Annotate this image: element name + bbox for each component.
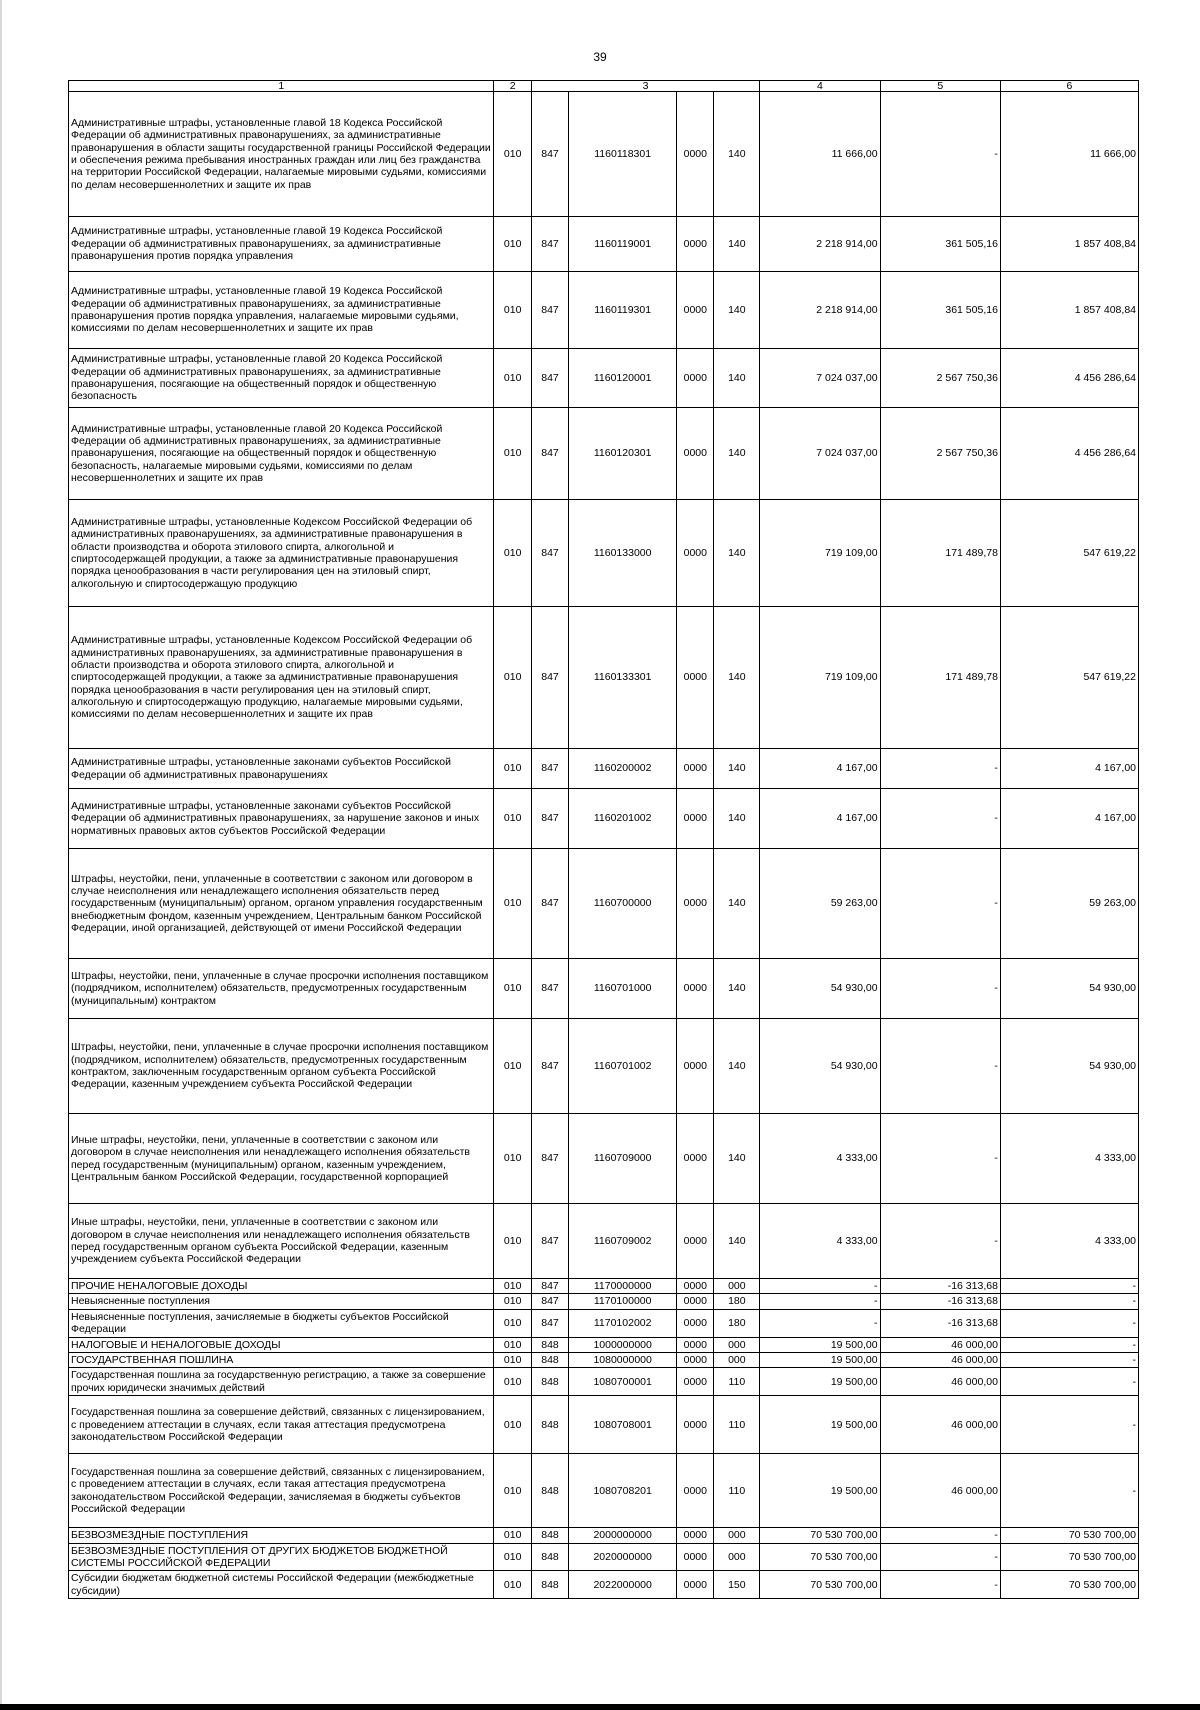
row-description: Штрафы, неустойки, пени, уплаченные в случае просрочки исполнения поставщиком (подрядчиком, исполнителем) обязательств, предусмотренных государственным (муниципальным) контрактом <box>69 959 494 1019</box>
row-description: Иные штрафы, неустойки, пени, уплаченные в соответствии с законом или договором в случае неисполнения или ненадлежащего исполнения обязательств перед государственным органом субъекта Российской Федерации, казенным учреждением субъекта Российской Федерации <box>69 1204 494 1279</box>
table-row <box>69 1019 1139 1114</box>
table-row <box>69 1337 1139 1352</box>
row-program-code: 0000 <box>677 349 714 408</box>
row-approved-amount: 719 109,00 <box>760 500 880 607</box>
row-line-code: 010 <box>494 349 531 408</box>
row-classification-code: 140 <box>714 607 760 749</box>
row-executed-amount: - <box>880 92 1000 217</box>
row-revenue-code: 2000000000 <box>569 1528 677 1543</box>
row-approved-amount: - <box>760 1294 880 1309</box>
row-revenue-code: 1080708001 <box>569 1396 677 1454</box>
row-description: ГОСУДАРСТВЕННАЯ ПОШЛИНА <box>69 1352 494 1367</box>
row-admin-code: 848 <box>531 1368 568 1396</box>
row-admin-code: 848 <box>531 1543 568 1571</box>
row-line-code: 010 <box>494 959 531 1019</box>
scan-edge <box>0 0 2 1710</box>
row-revenue-code: 1160701000 <box>569 959 677 1019</box>
row-executed-amount: 2 567 750,36 <box>880 349 1000 408</box>
row-program-code: 0000 <box>677 1309 714 1337</box>
table-row <box>69 1294 1139 1309</box>
row-executed-amount: 46 000,00 <box>880 1454 1000 1528</box>
row-line-code: 010 <box>494 789 531 849</box>
row-executed-amount: 46 000,00 <box>880 1337 1000 1352</box>
row-classification-code: 140 <box>714 849 760 959</box>
row-unexecuted-amount: 1 857 408,84 <box>1000 217 1138 272</box>
table-row <box>69 1279 1139 1294</box>
row-executed-amount: 46 000,00 <box>880 1352 1000 1367</box>
row-classification-code: 000 <box>714 1337 760 1352</box>
row-line-code: 010 <box>494 272 531 349</box>
row-admin-code: 847 <box>531 607 568 749</box>
row-executed-amount: 171 489,78 <box>880 500 1000 607</box>
row-approved-amount: 59 263,00 <box>760 849 880 959</box>
row-admin-code: 847 <box>531 500 568 607</box>
row-program-code: 0000 <box>677 500 714 607</box>
row-unexecuted-amount: 54 930,00 <box>1000 1019 1138 1114</box>
row-classification-code: 140 <box>714 92 760 217</box>
header-col-2: 2 <box>494 81 531 92</box>
table-row <box>69 1114 1139 1204</box>
row-description: Штрафы, неустойки, пени, уплаченные в случае просрочки исполнения поставщиком (подрядчиком, исполнителем) обязательств, предусмотренных государственным контрактом, заключенным государственным органом субъекта Российской Федерации, казенным учреждением субъекта Российской Федерации <box>69 1019 494 1114</box>
row-description: БЕЗВОЗМЕЗДНЫЕ ПОСТУПЛЕНИЯ <box>69 1528 494 1543</box>
row-classification-code: 140 <box>714 217 760 272</box>
row-line-code: 010 <box>494 500 531 607</box>
table-row <box>69 1543 1139 1571</box>
row-program-code: 0000 <box>677 849 714 959</box>
row-classification-code: 140 <box>714 272 760 349</box>
row-classification-code: 140 <box>714 749 760 789</box>
row-line-code: 010 <box>494 408 531 500</box>
row-executed-amount: - <box>880 849 1000 959</box>
row-unexecuted-amount: 547 619,22 <box>1000 500 1138 607</box>
row-revenue-code: 1160119001 <box>569 217 677 272</box>
row-program-code: 0000 <box>677 1294 714 1309</box>
row-admin-code: 847 <box>531 749 568 789</box>
row-description: Иные штрафы, неустойки, пени, уплаченные в соответствии с законом или договором в случае неисполнения или ненадлежащего исполнения обязательств перед государственным (муниципальным) органом, казенным учреждением, Центральным банком Российской Федерации, государственной корпорацией <box>69 1114 494 1204</box>
row-admin-code: 847 <box>531 1019 568 1114</box>
row-admin-code: 847 <box>531 92 568 217</box>
row-unexecuted-amount: 4 333,00 <box>1000 1114 1138 1204</box>
row-line-code: 010 <box>494 1279 531 1294</box>
row-program-code: 0000 <box>677 1204 714 1279</box>
row-unexecuted-amount: - <box>1000 1454 1138 1528</box>
row-classification-code: 140 <box>714 1204 760 1279</box>
row-approved-amount: 19 500,00 <box>760 1368 880 1396</box>
row-executed-amount: 46 000,00 <box>880 1368 1000 1396</box>
row-description: Государственная пошлина за совершение действий, связанных с лицензированием, с проведением аттестации в случаях, если такая аттестация предусмотрена законодательством Российской Федерации <box>69 1396 494 1454</box>
row-unexecuted-amount: 4 167,00 <box>1000 789 1138 849</box>
table-row <box>69 1528 1139 1543</box>
row-executed-amount: - <box>880 1571 1000 1599</box>
row-unexecuted-amount: 70 530 700,00 <box>1000 1528 1138 1543</box>
row-program-code: 0000 <box>677 1279 714 1294</box>
row-classification-code: 140 <box>714 959 760 1019</box>
row-approved-amount: 2 218 914,00 <box>760 217 880 272</box>
row-executed-amount: - <box>880 1114 1000 1204</box>
table-row <box>69 349 1139 408</box>
row-unexecuted-amount: 70 530 700,00 <box>1000 1571 1138 1599</box>
table-row <box>69 1368 1139 1396</box>
row-classification-code: 140 <box>714 408 760 500</box>
row-revenue-code: 1160119301 <box>569 272 677 349</box>
row-executed-amount: - <box>880 789 1000 849</box>
row-revenue-code: 1160709002 <box>569 1204 677 1279</box>
row-line-code: 010 <box>494 1204 531 1279</box>
row-admin-code: 847 <box>531 272 568 349</box>
row-revenue-code: 1160700000 <box>569 849 677 959</box>
row-classification-code: 140 <box>714 1114 760 1204</box>
row-admin-code: 848 <box>531 1396 568 1454</box>
row-classification-code: 000 <box>714 1543 760 1571</box>
row-approved-amount: 4 167,00 <box>760 749 880 789</box>
row-classification-code: 140 <box>714 349 760 408</box>
row-admin-code: 848 <box>531 1454 568 1528</box>
row-description: Невыясненные поступления <box>69 1294 494 1309</box>
row-admin-code: 847 <box>531 408 568 500</box>
row-executed-amount: 171 489,78 <box>880 607 1000 749</box>
row-unexecuted-amount: - <box>1000 1279 1138 1294</box>
row-line-code: 010 <box>494 1396 531 1454</box>
row-revenue-code: 1080700001 <box>569 1368 677 1396</box>
row-admin-code: 847 <box>531 1279 568 1294</box>
row-approved-amount: 19 500,00 <box>760 1337 880 1352</box>
row-program-code: 0000 <box>677 749 714 789</box>
row-line-code: 010 <box>494 1019 531 1114</box>
row-executed-amount: - <box>880 1543 1000 1571</box>
row-classification-code: 180 <box>714 1309 760 1337</box>
row-admin-code: 848 <box>531 1352 568 1367</box>
row-classification-code: 150 <box>714 1571 760 1599</box>
row-admin-code: 847 <box>531 217 568 272</box>
row-unexecuted-amount: 59 263,00 <box>1000 849 1138 959</box>
row-revenue-code: 1160120301 <box>569 408 677 500</box>
row-description: Субсидии бюджетам бюджетной системы Российской Федерации (межбюджетные субсидии) <box>69 1571 494 1599</box>
row-approved-amount: 70 530 700,00 <box>760 1528 880 1543</box>
header-col-6: 6 <box>1000 81 1138 92</box>
row-program-code: 0000 <box>677 1114 714 1204</box>
table-row <box>69 959 1139 1019</box>
table-row <box>69 217 1139 272</box>
row-admin-code: 847 <box>531 959 568 1019</box>
row-revenue-code: 1000000000 <box>569 1337 677 1352</box>
table-row <box>69 1396 1139 1454</box>
row-executed-amount: -16 313,68 <box>880 1294 1000 1309</box>
row-revenue-code: 1170100000 <box>569 1294 677 1309</box>
row-revenue-code: 2022000000 <box>569 1571 677 1599</box>
row-classification-code: 140 <box>714 1019 760 1114</box>
row-description: Административные штрафы, установленные главой 19 Кодекса Российской Федерации об административных правонарушениях, за административные правонарушения против порядка управления <box>69 217 494 272</box>
row-description: Административные штрафы, установленные законами субъектов Российской Федерации об административных правонарушениях <box>69 749 494 789</box>
row-line-code: 010 <box>494 1543 531 1571</box>
page-number: 39 <box>593 50 607 64</box>
row-classification-code: 140 <box>714 789 760 849</box>
table-row <box>69 1352 1139 1367</box>
row-program-code: 0000 <box>677 92 714 217</box>
row-unexecuted-amount: - <box>1000 1337 1138 1352</box>
row-description: БЕЗВОЗМЕЗДНЫЕ ПОСТУПЛЕНИЯ ОТ ДРУГИХ БЮДЖЕТОВ БЮДЖЕТНОЙ СИСТЕМЫ РОССИЙСКОЙ ФЕДЕРАЦИИ <box>69 1543 494 1571</box>
row-line-code: 010 <box>494 849 531 959</box>
row-approved-amount: 2 218 914,00 <box>760 272 880 349</box>
row-classification-code: 140 <box>714 500 760 607</box>
row-executed-amount: 361 505,16 <box>880 217 1000 272</box>
table-row <box>69 1454 1139 1528</box>
row-program-code: 0000 <box>677 1019 714 1114</box>
row-unexecuted-amount: 70 530 700,00 <box>1000 1543 1138 1571</box>
row-description: Административные штрафы, установленные главой 18 Кодекса Российской Федерации об административных правонарушениях, за административные правонарушения в области защиты государственной границы Российской Федерации и обеспечения режима пребывания иностранных граждан или лиц без гражданства на территории Российской Федерации, налагаемые мировыми судьями, комиссиями по делам несовершеннолетних и защите их прав <box>69 92 494 217</box>
row-line-code: 010 <box>494 607 531 749</box>
row-program-code: 0000 <box>677 1396 714 1454</box>
row-executed-amount: - <box>880 1528 1000 1543</box>
row-description: Невыясненные поступления, зачисляемые в бюджеты субъектов Российской Федерации <box>69 1309 494 1337</box>
row-revenue-code: 1160200002 <box>569 749 677 789</box>
row-admin-code: 848 <box>531 1337 568 1352</box>
row-line-code: 010 <box>494 1294 531 1309</box>
row-unexecuted-amount: 11 666,00 <box>1000 92 1138 217</box>
row-unexecuted-amount: 54 930,00 <box>1000 959 1138 1019</box>
row-description: Административные штрафы, установленные главой 20 Кодекса Российской Федерации об административных правонарушениях, за административные правонарушения, посягающие на общественный порядок и общественную безопасность <box>69 349 494 408</box>
row-admin-code: 847 <box>531 1294 568 1309</box>
row-executed-amount: - <box>880 959 1000 1019</box>
row-line-code: 010 <box>494 749 531 789</box>
row-unexecuted-amount: 4 333,00 <box>1000 1204 1138 1279</box>
row-unexecuted-amount: - <box>1000 1309 1138 1337</box>
row-line-code: 010 <box>494 1528 531 1543</box>
row-program-code: 0000 <box>677 789 714 849</box>
table-row <box>69 1571 1139 1599</box>
row-program-code: 0000 <box>677 217 714 272</box>
row-line-code: 010 <box>494 1309 531 1337</box>
row-unexecuted-amount: 547 619,22 <box>1000 607 1138 749</box>
row-unexecuted-amount: - <box>1000 1368 1138 1396</box>
row-unexecuted-amount: - <box>1000 1352 1138 1367</box>
row-executed-amount: - <box>880 1204 1000 1279</box>
row-unexecuted-amount: 1 857 408,84 <box>1000 272 1138 349</box>
row-line-code: 010 <box>494 92 531 217</box>
row-approved-amount: 4 167,00 <box>760 789 880 849</box>
row-classification-code: 180 <box>714 1294 760 1309</box>
row-revenue-code: 1170000000 <box>569 1279 677 1294</box>
table-row <box>69 408 1139 500</box>
table-row <box>69 607 1139 749</box>
row-program-code: 0000 <box>677 1571 714 1599</box>
row-revenue-code: 1080000000 <box>569 1352 677 1367</box>
row-admin-code: 848 <box>531 1571 568 1599</box>
table-row <box>69 92 1139 217</box>
table-row <box>69 1309 1139 1337</box>
row-approved-amount: 7 024 037,00 <box>760 408 880 500</box>
row-description: Административные штрафы, установленные главой 19 Кодекса Российской Федерации об административных правонарушениях, за административные правонарушения против порядка управления, налагаемые мировыми судьями, комиссиями по делам несовершеннолетних и защите их прав <box>69 272 494 349</box>
row-classification-code: 000 <box>714 1279 760 1294</box>
header-row <box>69 81 1139 92</box>
row-approved-amount: 19 500,00 <box>760 1454 880 1528</box>
row-line-code: 010 <box>494 1454 531 1528</box>
row-approved-amount: 70 530 700,00 <box>760 1543 880 1571</box>
row-revenue-code: 1170102002 <box>569 1309 677 1337</box>
row-revenue-code: 1160709000 <box>569 1114 677 1204</box>
row-line-code: 010 <box>494 1114 531 1204</box>
row-description: Государственная пошлина за совершение действий, связанных с лицензированием, с проведением аттестации в случаях, если такая аттестация предусмотрена законодательством Российской Федерации, зачисляемая в бюджеты субъектов Российской Федерации <box>69 1454 494 1528</box>
row-admin-code: 847 <box>531 1204 568 1279</box>
table-row <box>69 1204 1139 1279</box>
row-approved-amount: 70 530 700,00 <box>760 1571 880 1599</box>
table-row <box>69 789 1139 849</box>
revenue-table <box>68 80 1139 1599</box>
row-approved-amount: 54 930,00 <box>760 959 880 1019</box>
header-col-5: 5 <box>880 81 1000 92</box>
row-program-code: 0000 <box>677 272 714 349</box>
row-approved-amount: 19 500,00 <box>760 1396 880 1454</box>
row-unexecuted-amount: - <box>1000 1294 1138 1309</box>
header-col-3: 3 <box>531 81 759 92</box>
row-approved-amount: 7 024 037,00 <box>760 349 880 408</box>
row-unexecuted-amount: 4 167,00 <box>1000 749 1138 789</box>
row-description: Штрафы, неустойки, пени, уплаченные в соответствии с законом или договором в случае неисполнения или ненадлежащего исполнения обязательств перед государственным (муниципальным) органом, органом управления государственным внебюджетным фондом, казенным учреждением, Центральным банком Российской Федерации, иной организацией, действующей от имени Российской Федерации <box>69 849 494 959</box>
row-classification-code: 110 <box>714 1454 760 1528</box>
row-program-code: 0000 <box>677 408 714 500</box>
row-line-code: 010 <box>494 1352 531 1367</box>
row-description: ПРОЧИЕ НЕНАЛОГОВЫЕ ДОХОДЫ <box>69 1279 494 1294</box>
row-executed-amount: - <box>880 749 1000 789</box>
row-admin-code: 847 <box>531 1114 568 1204</box>
row-unexecuted-amount: 4 456 286,64 <box>1000 349 1138 408</box>
row-executed-amount: - <box>880 1019 1000 1114</box>
row-description: Административные штрафы, установленные законами субъектов Российской Федерации об административных правонарушениях, за нарушение законов и иных нормативных правовых актов субъектов Российской Федерации <box>69 789 494 849</box>
row-line-code: 010 <box>494 217 531 272</box>
row-revenue-code: 1160133000 <box>569 500 677 607</box>
header-col-1: 1 <box>69 81 494 92</box>
row-program-code: 0000 <box>677 959 714 1019</box>
row-admin-code: 848 <box>531 1528 568 1543</box>
row-revenue-code: 1160201002 <box>569 789 677 849</box>
row-description: НАЛОГОВЫЕ И НЕНАЛОГОВЫЕ ДОХОДЫ <box>69 1337 494 1352</box>
scan-bottom-edge <box>0 1704 1200 1710</box>
row-revenue-code: 1080708201 <box>569 1454 677 1528</box>
row-description: Государственная пошлина за государственную регистрацию, а также за совершение прочих юридически значимых действий <box>69 1368 494 1396</box>
row-approved-amount: 11 666,00 <box>760 92 880 217</box>
row-classification-code: 110 <box>714 1368 760 1396</box>
row-unexecuted-amount: 4 456 286,64 <box>1000 408 1138 500</box>
row-approved-amount: 54 930,00 <box>760 1019 880 1114</box>
row-approved-amount: 719 109,00 <box>760 607 880 749</box>
row-executed-amount: -16 313,68 <box>880 1279 1000 1294</box>
row-executed-amount: 46 000,00 <box>880 1396 1000 1454</box>
row-program-code: 0000 <box>677 1352 714 1367</box>
row-program-code: 0000 <box>677 1368 714 1396</box>
table-row <box>69 849 1139 959</box>
row-description: Административные штрафы, установленные главой 20 Кодекса Российской Федерации об административных правонарушениях, за административные правонарушения, посягающие на общественный порядок и общественную безопасность, налагаемые мировыми судьями, комиссиями по делам несовершеннолетних и защите их прав <box>69 408 494 500</box>
row-classification-code: 000 <box>714 1528 760 1543</box>
row-revenue-code: 1160133301 <box>569 607 677 749</box>
row-program-code: 0000 <box>677 1337 714 1352</box>
row-approved-amount: 19 500,00 <box>760 1352 880 1367</box>
table-row <box>69 749 1139 789</box>
row-line-code: 010 <box>494 1368 531 1396</box>
row-revenue-code: 1160118301 <box>569 92 677 217</box>
row-admin-code: 847 <box>531 1309 568 1337</box>
row-classification-code: 000 <box>714 1352 760 1367</box>
row-executed-amount: 2 567 750,36 <box>880 408 1000 500</box>
row-classification-code: 110 <box>714 1396 760 1454</box>
header-col-4: 4 <box>760 81 880 92</box>
row-admin-code: 847 <box>531 789 568 849</box>
row-admin-code: 847 <box>531 349 568 408</box>
row-line-code: 010 <box>494 1571 531 1599</box>
row-admin-code: 847 <box>531 849 568 959</box>
row-program-code: 0000 <box>677 607 714 749</box>
row-executed-amount: 361 505,16 <box>880 272 1000 349</box>
row-unexecuted-amount: - <box>1000 1396 1138 1454</box>
row-approved-amount: 4 333,00 <box>760 1204 880 1279</box>
row-program-code: 0000 <box>677 1528 714 1543</box>
row-approved-amount: - <box>760 1309 880 1337</box>
table-row <box>69 500 1139 607</box>
row-description: Административные штрафы, установленные Кодексом Российской Федерации об административных правонарушениях, за административные правонарушения в области производства и оборота этилового спирта, алкогольной и спиртосодержащей продукции, а также за административные правонарушения порядка ценообразования в части регулирования цен на этиловый спирт, алкогольную и спиртосодержащую продукцию, налагаемые мировыми судьями, комиссиями по делам несовершеннолетних и защите их прав <box>69 607 494 749</box>
row-approved-amount: - <box>760 1279 880 1294</box>
row-line-code: 010 <box>494 1337 531 1352</box>
row-description: Административные штрафы, установленные Кодексом Российской Федерации об административных правонарушениях, за административные правонарушения в области производства и оборота этилового спирта, алкогольной и спиртосодержащей продукции, а также за административные правонарушения порядка ценообразования в части регулирования цен на этиловый спирт, алкогольную и спиртосодержащую продукцию <box>69 500 494 607</box>
row-approved-amount: 4 333,00 <box>760 1114 880 1204</box>
row-program-code: 0000 <box>677 1543 714 1571</box>
table-row <box>69 272 1139 349</box>
row-executed-amount: -16 313,68 <box>880 1309 1000 1337</box>
row-revenue-code: 1160120001 <box>569 349 677 408</box>
row-revenue-code: 1160701002 <box>569 1019 677 1114</box>
row-program-code: 0000 <box>677 1454 714 1528</box>
row-revenue-code: 2020000000 <box>569 1543 677 1571</box>
